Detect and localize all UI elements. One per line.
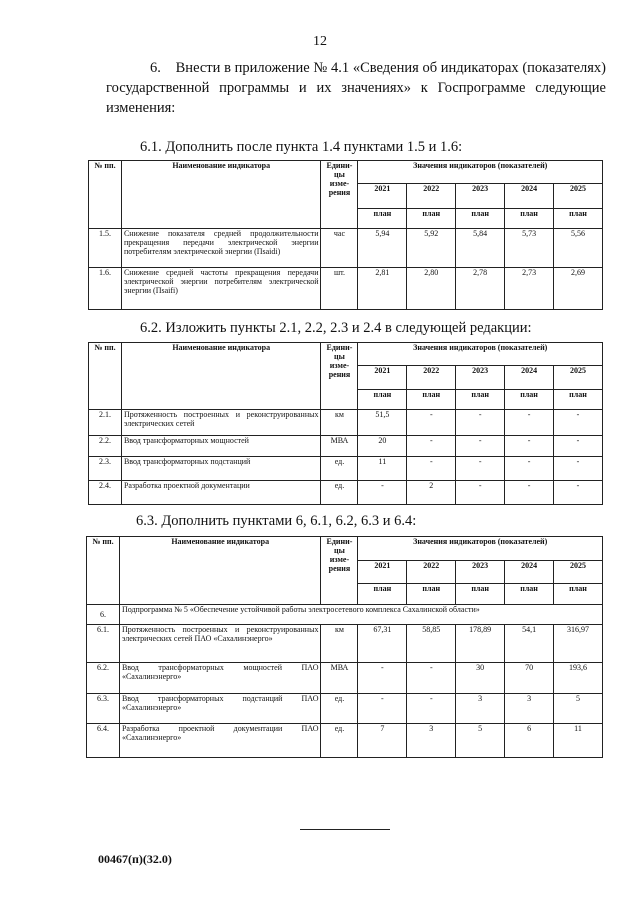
header-values: Значения индикаторов (показателей) — [358, 343, 603, 366]
row-value: - — [358, 663, 407, 694]
footer-divider — [300, 829, 390, 830]
page-number: 12 — [313, 34, 327, 49]
year-header: 2024 — [505, 561, 554, 584]
year-header: 2023 — [456, 561, 505, 584]
indicators-table-6-3 — [86, 536, 603, 758]
row-value: 3 — [505, 694, 554, 724]
row-value: 2,69 — [554, 268, 603, 310]
plan-header: план — [456, 390, 505, 410]
plan-header: план — [358, 390, 407, 410]
plan-header: план — [407, 209, 456, 229]
row-number: 6. — [87, 605, 120, 625]
row-value: - — [456, 410, 505, 436]
row-name: Протяженность построенных и реконструированных электрических сетей ПАО «Сахалинэнерго» — [119, 625, 321, 663]
year-header: 2024 — [505, 184, 554, 209]
header-unit: Едини-цы изме-рения — [321, 343, 358, 410]
row-unit: ед. — [321, 724, 358, 758]
header-name: Наименование индикатора — [121, 161, 321, 229]
row-value: 5 — [456, 724, 505, 758]
row-number: 2.3. — [89, 457, 122, 481]
row-value: 5,92 — [407, 229, 456, 268]
row-value: 5,73 — [505, 229, 554, 268]
row-name: Ввод трансформаторных мощностей ПАО «Сахалинэнерго» — [119, 663, 321, 694]
section-heading-6-3: 6.3. Дополнить пунктами 6, 6.1, 6.2, 6.3 и 6.4: — [136, 513, 417, 529]
table-row — [87, 625, 603, 663]
row-unit: час — [321, 229, 358, 268]
row-value: 3 — [456, 694, 505, 724]
header-unit: Едини-цы изме-рения — [321, 161, 358, 229]
year-header: 2024 — [505, 366, 554, 390]
row-number: 6.1. — [87, 625, 120, 663]
row-name: Снижение показателя средней продолжительности прекращения передачи электрической энергии потребителям электрической энергии (Пsaidi) — [121, 229, 321, 268]
row-value: 5,84 — [456, 229, 505, 268]
row-value: 70 — [505, 663, 554, 694]
row-name: Снижение средней частоты прекращения передачи электрической энергии потребителям электрической энергии (Пsaifi) — [121, 268, 321, 310]
plan-header: план — [554, 390, 603, 410]
row-value: 2 — [407, 481, 456, 505]
row-value: - — [505, 410, 554, 436]
row-value: 3 — [407, 724, 456, 758]
row-value: 54,1 — [505, 625, 554, 663]
row-value: 2,81 — [358, 268, 407, 310]
table-row — [89, 481, 603, 505]
row-value: - — [554, 457, 603, 481]
row-value: - — [554, 410, 603, 436]
row-value: - — [554, 481, 603, 505]
row-name: Ввод трансформаторных мощностей — [121, 436, 321, 457]
row-name: Разработка проектной документации — [121, 481, 321, 505]
indicators-table-6-1 — [88, 160, 603, 310]
plan-header: план — [407, 584, 456, 605]
row-value: 20 — [358, 436, 407, 457]
header-values: Значения индикаторов (показателей) — [358, 161, 603, 184]
row-number: 2.1. — [89, 410, 122, 436]
row-value: - — [407, 436, 456, 457]
plan-header: план — [554, 209, 603, 229]
row-value: 5,56 — [554, 229, 603, 268]
year-header: 2021 — [358, 561, 407, 584]
row-value: 58,85 — [407, 625, 456, 663]
header-unit: Едини-цы изме-рения — [321, 537, 358, 605]
row-unit: МВА — [321, 663, 358, 694]
row-unit: км — [321, 625, 358, 663]
plan-header: план — [505, 390, 554, 410]
row-number: 2.4. — [89, 481, 122, 505]
row-value: 2,73 — [505, 268, 554, 310]
row-name: Ввод трансформаторных подстанций — [121, 457, 321, 481]
header-no: № пп. — [87, 537, 120, 605]
row-value: 316,97 — [554, 625, 603, 663]
row-value: - — [505, 481, 554, 505]
table-row — [89, 268, 603, 310]
year-header: 2025 — [554, 561, 603, 584]
row-unit: км — [321, 410, 358, 436]
year-header: 2021 — [358, 366, 407, 390]
row-unit: ед. — [321, 481, 358, 505]
row-value: - — [358, 694, 407, 724]
row-value: - — [505, 457, 554, 481]
plan-header: план — [505, 209, 554, 229]
row-value: 5,94 — [358, 229, 407, 268]
header-name: Наименование индикатора — [119, 537, 321, 605]
row-value: - — [505, 436, 554, 457]
year-header: 2025 — [554, 184, 603, 209]
table-row — [87, 724, 603, 758]
table-row — [89, 410, 603, 436]
row-value: - — [358, 481, 407, 505]
row-value: 11 — [554, 724, 603, 758]
row-value: - — [456, 457, 505, 481]
year-header: 2023 — [456, 366, 505, 390]
row-value: - — [456, 481, 505, 505]
plan-header: план — [358, 584, 407, 605]
header-values: Значения индикаторов (показателей) — [358, 537, 603, 561]
row-value: 2,80 — [407, 268, 456, 310]
plan-header: план — [554, 584, 603, 605]
intro-paragraph — [106, 58, 606, 118]
plan-header: план — [358, 209, 407, 229]
row-value: 67,31 — [358, 625, 407, 663]
year-header: 2022 — [407, 366, 456, 390]
section-heading-6-2: 6.2. Изложить пункты 2.1, 2.2, 2.3 и 2.4 в следующей редакции: — [140, 320, 532, 336]
plan-header: план — [505, 584, 554, 605]
row-unit: ед. — [321, 694, 358, 724]
intro-text: Внести в приложение № 4.1 «Сведения об индикаторах (показателях) государственной программы и их значениях» к Госпрограмме следующие изменения: — [106, 60, 606, 116]
row-value: 11 — [358, 457, 407, 481]
row-value: 51,5 — [358, 410, 407, 436]
row-value: - — [407, 663, 456, 694]
indicators-table-6-2 — [88, 342, 603, 505]
year-header: 2021 — [358, 184, 407, 209]
row-value: - — [407, 457, 456, 481]
row-number: 6.4. — [87, 724, 120, 758]
row-value: - — [456, 436, 505, 457]
document-code: 00467(п)(32.0) — [98, 852, 172, 866]
row-value: - — [407, 410, 456, 436]
row-name: Разработка проектной документации ПАО «Сахалинэнерго» — [119, 724, 321, 758]
intro-number: 6. — [150, 60, 161, 76]
row-value: - — [407, 694, 456, 724]
row-value: 2,78 — [456, 268, 505, 310]
row-value: 5 — [554, 694, 603, 724]
row-number: 6.3. — [87, 694, 120, 724]
row-value: 178,89 — [456, 625, 505, 663]
header-name: Наименование индикатора — [121, 343, 321, 410]
row-number: 1.5. — [89, 229, 122, 268]
row-value: 30 — [456, 663, 505, 694]
subprogram-title: Подпрограмма № 5 «Обеспечение устойчивой работы электросетевого комплекса Сахалинской области» — [119, 605, 602, 625]
row-number: 1.6. — [89, 268, 122, 310]
row-number: 2.2. — [89, 436, 122, 457]
row-name: Протяженность построенных и реконструированных электрических сетей — [121, 410, 321, 436]
table-row — [87, 663, 603, 694]
plan-header: план — [456, 209, 505, 229]
row-value: 7 — [358, 724, 407, 758]
header-no: № пп. — [89, 161, 122, 229]
section-heading-6-1: 6.1. Дополнить после пункта 1.4 пунктами 1.5 и 1.6: — [140, 139, 463, 155]
table-row — [89, 436, 603, 457]
row-number: 6.2. — [87, 663, 120, 694]
subprogram-row — [87, 605, 603, 625]
row-value: 193,6 — [554, 663, 603, 694]
row-name: Ввод трансформаторных подстанций ПАО «Сахалинэнерго» — [119, 694, 321, 724]
row-value: - — [554, 436, 603, 457]
year-header: 2022 — [407, 184, 456, 209]
table-row — [87, 694, 603, 724]
table-row — [89, 457, 603, 481]
row-unit: ед. — [321, 457, 358, 481]
plan-header: план — [407, 390, 456, 410]
header-no: № пп. — [89, 343, 122, 410]
plan-header: план — [456, 584, 505, 605]
table-row — [89, 229, 603, 268]
year-header: 2025 — [554, 366, 603, 390]
row-unit: МВА — [321, 436, 358, 457]
year-header: 2023 — [456, 184, 505, 209]
year-header: 2022 — [407, 561, 456, 584]
row-value: 6 — [505, 724, 554, 758]
row-unit: шт. — [321, 268, 358, 310]
